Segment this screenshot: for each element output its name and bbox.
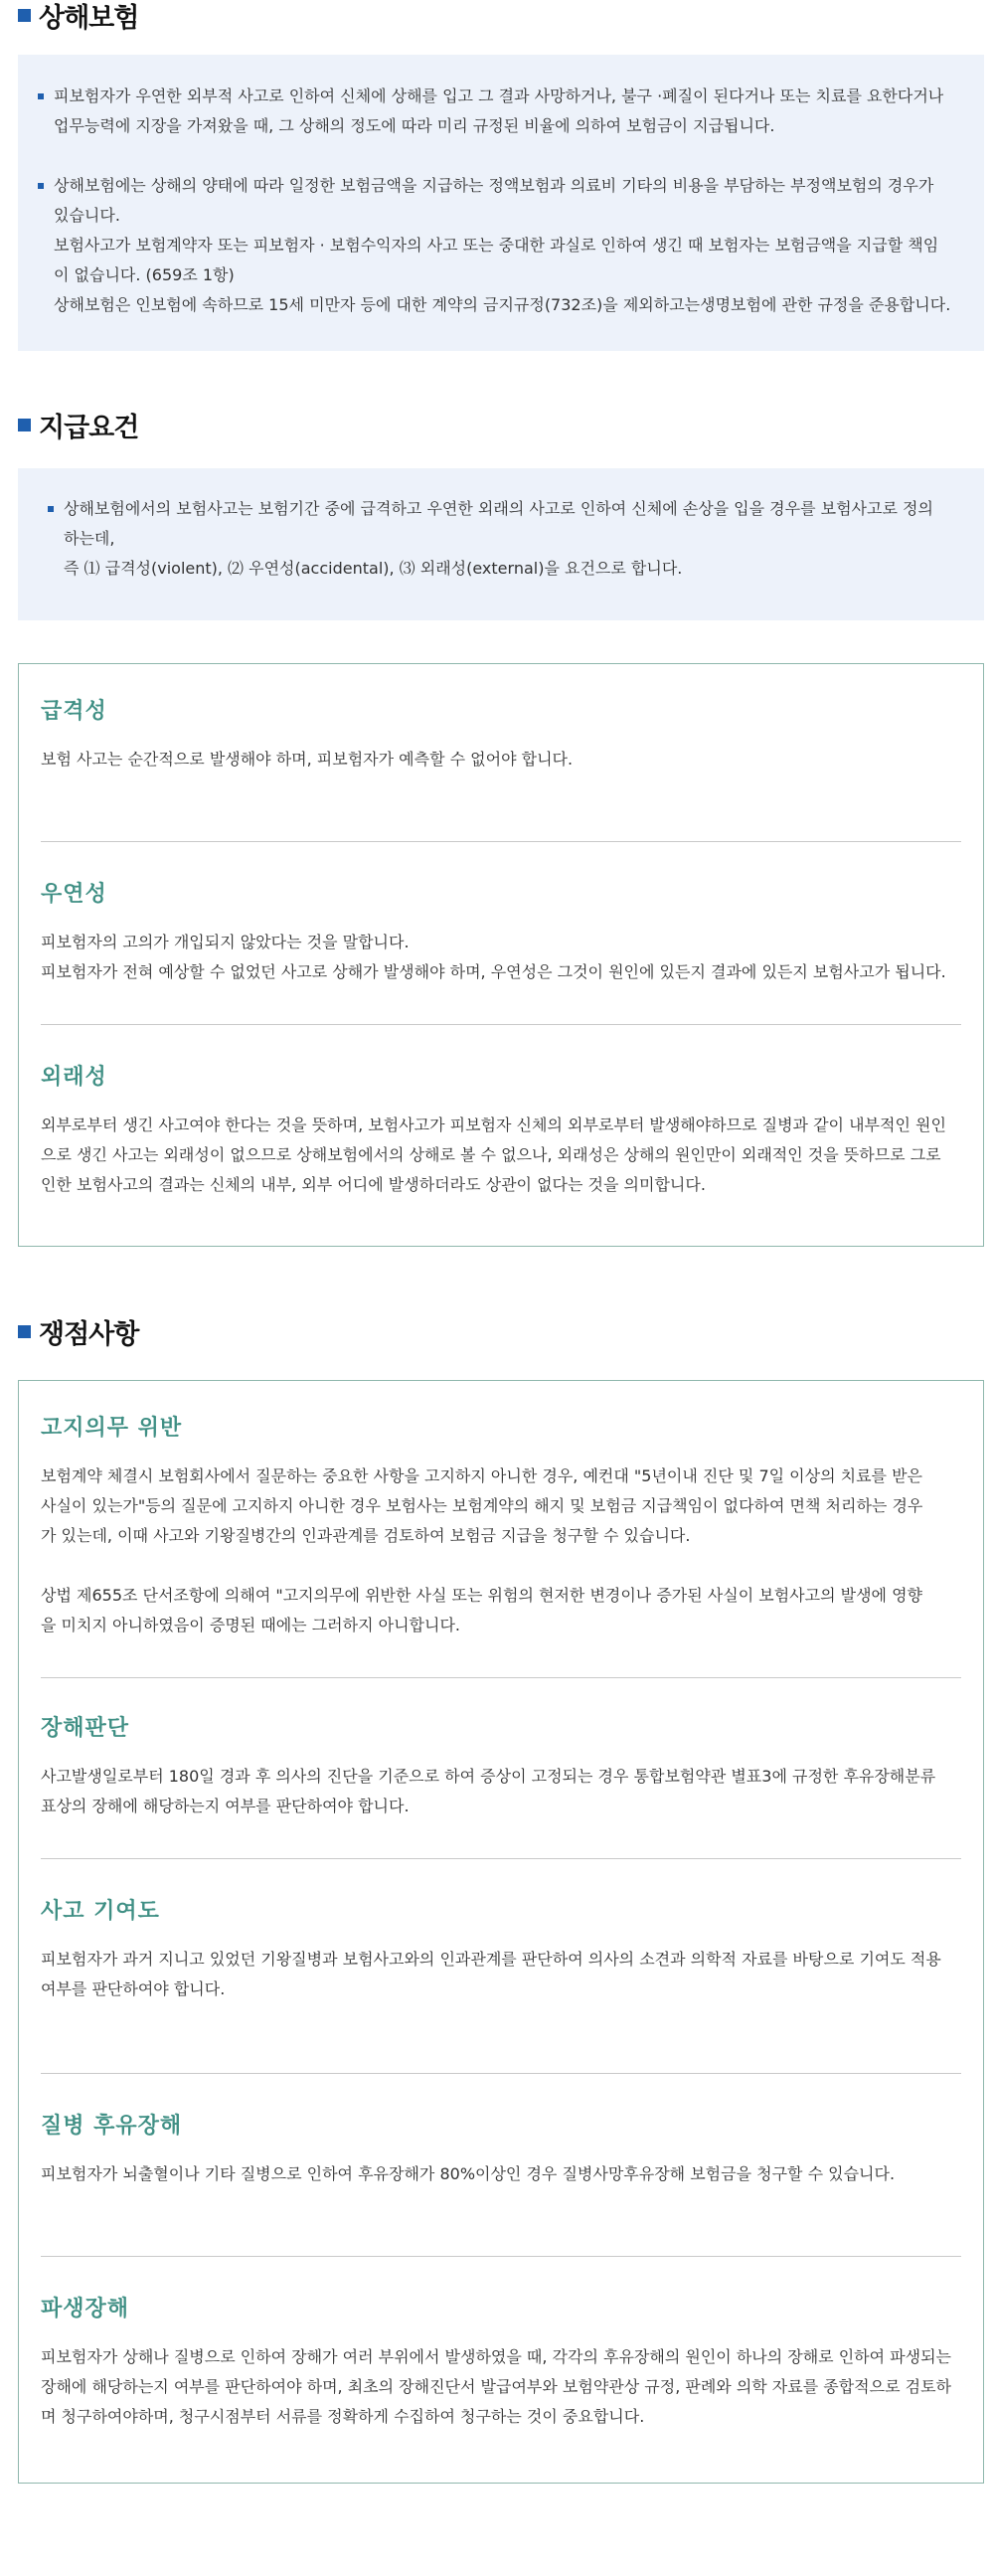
section-title-issues bbox=[18, 1312, 138, 1351]
item-text: 가 있는데, 이때 사고와 기왕질병간의 인과관계를 검토하여 보험금 지급을 청구할 수 있습니다. bbox=[41, 1526, 691, 1545]
issue-item-contribution bbox=[41, 1894, 961, 2004]
item-text: 보험계약 체결시 보험회사에서 질문하는 중요한 사항을 고지하지 아니한 경우, 예컨대 "5년이내 진단 및 7일 이상의 치료를 받은 bbox=[41, 1466, 922, 1485]
section-title-text: 쟁점사항 bbox=[39, 1319, 139, 1350]
issue-item-disclosure-violation bbox=[41, 1411, 961, 1640]
item-title: 파생장해 bbox=[41, 2297, 130, 2321]
bullet-line: 하는데, bbox=[64, 529, 115, 548]
requirements-info-box bbox=[18, 468, 984, 620]
bullet-line: 즉 ⑴ 급격성(violent), ⑵ 우연성(accidental), ⑶ 외래성(external)을 요건으로 합니다. bbox=[64, 559, 683, 578]
square-bullet-icon bbox=[18, 9, 31, 22]
divider bbox=[41, 841, 961, 842]
item-text: 을 미치지 아니하였음이 증명된 때에는 그러하지 아니합니다. bbox=[41, 1616, 461, 1634]
divider bbox=[41, 2256, 961, 2257]
item-text: 피보험자가 뇌출혈이나 기타 질병으로 인하여 후유장해가 80%이상인 경우 질병사망후유장해 보험금을 청구할 수 있습니다. bbox=[41, 2164, 896, 2183]
item-title: 우연성 bbox=[41, 882, 107, 907]
requirements-bullet bbox=[48, 494, 962, 584]
section-title-text: 지급요건 bbox=[39, 413, 139, 443]
bullet-line: 보험사고가 보험계약자 또는 피보험자 · 보험수익자의 사고 또는 중대한 과실로 인하여 생긴 때 보험자는 보험금액을 지급할 책임 bbox=[54, 236, 939, 255]
bullet-line: 상해보험에서의 보험사고는 보험기간 중에 급격하고 우연한 외래의 사고로 인하여 신체에 손상을 입을 경우를 보험사고로 정의 bbox=[64, 499, 933, 518]
item-text: 피보험자의 고의가 개입되지 않았다는 것을 말합니다. bbox=[41, 933, 410, 951]
injury-info-box bbox=[18, 55, 984, 351]
injury-bullet-1 bbox=[38, 82, 962, 141]
section-title-injury-insurance bbox=[18, 0, 138, 35]
item-title: 사고 기여도 bbox=[41, 1899, 160, 1924]
item-text: 표상의 장해에 해당하는지 여부를 판단하여야 합니다. bbox=[41, 1797, 410, 1815]
square-bullet-icon bbox=[18, 419, 31, 431]
item-text: 며 청구하여야하며, 청구시점부터 서류를 정확하게 수집하여 청구하는 것이 중요합니다. bbox=[41, 2407, 645, 2426]
requirement-item-suddenness bbox=[41, 694, 961, 774]
item-text: 인한 보험사고의 결과는 신체의 내부, 외부 어디에 발생하더라도 상관이 없다는 것을 의미합니다. bbox=[41, 1175, 706, 1194]
divider bbox=[41, 1677, 961, 1678]
issues-card bbox=[18, 1380, 984, 2484]
issue-item-derived-disability bbox=[41, 2292, 961, 2432]
item-text: 여부를 판단하여야 합니다. bbox=[41, 1979, 226, 1998]
divider bbox=[41, 1858, 961, 1859]
item-text: 상법 제655조 단서조항에 의해여 "고지의무에 위반한 사실 또는 위험의 현저한 변경이나 증가된 사실이 보험사고의 발생에 영향 bbox=[41, 1586, 922, 1605]
divider bbox=[41, 1024, 961, 1025]
item-title: 외래성 bbox=[41, 1065, 107, 1090]
issue-item-disability-judgement bbox=[41, 1711, 961, 1821]
requirement-item-external bbox=[41, 1060, 961, 1200]
item-text: 장해에 해당하는지 여부를 판단하여야 하며, 최초의 장해진단서 발급여부와 보험약관상 규정, 판례와 의학 자료를 종합적으로 검토하 bbox=[41, 2377, 952, 2396]
issue-item-disease-disability bbox=[41, 2109, 961, 2189]
item-text: 피보험자가 전혀 예상할 수 없었던 사고로 상해가 발생해야 하며, 우연성은 그것이 원인에 있든지 결과에 있든지 보험사고가 됩니다. bbox=[41, 962, 946, 981]
requirements-card bbox=[18, 663, 984, 1247]
section-title-payment-requirements bbox=[18, 406, 138, 444]
divider bbox=[41, 2073, 961, 2074]
square-bullet-icon bbox=[18, 1325, 31, 1338]
bullet-line: 이 없습니다. (659조 1항) bbox=[54, 265, 235, 284]
bullet-line: 있습니다. bbox=[54, 206, 120, 225]
item-text: 보험 사고는 순간적으로 발생해야 하며, 피보험자가 예측할 수 없어야 합니다. bbox=[41, 750, 574, 769]
item-text: 으로 생긴 사고는 외래성이 없으므로 상해보험에서의 상해로 볼 수 없으나, 외래성은 상해의 원인만이 외래적인 것을 뜻하므로 그로 bbox=[41, 1145, 941, 1164]
section-title-text: 상해보험 bbox=[39, 3, 139, 34]
bullet-line: 업무능력에 지장을 가져왔을 때, 그 상해의 정도에 따라 미리 규정된 비율에 의하여 보험금이 지급됩니다. bbox=[54, 116, 775, 135]
item-text: 외부로부터 생긴 사고여야 한다는 것을 뜻하며, 보험사고가 피보험자 신체의 외부로부터 발생해야하므로 질병과 같이 내부적인 원인 bbox=[41, 1116, 946, 1134]
item-title: 고지의무 위반 bbox=[41, 1416, 183, 1441]
item-text: 사고발생일로부터 180일 경과 후 의사의 진단을 기준으로 하여 증상이 고정되는 경우 통합보험약관 별표3에 규정한 후유장해분류 bbox=[41, 1767, 936, 1786]
item-text: 피보험자가 상해나 질병으로 인하여 장해가 여러 부위에서 발생하였을 때, 각각의 후유장해의 원인이 하나의 장해로 인하여 파생되는 bbox=[41, 2347, 952, 2366]
bullet-line: 상해보험은 인보험에 속하므로 15세 미만자 등에 대한 계약의 금지규정(732조)을 제외하고는생명보험에 관한 규정을 준용합니다. bbox=[54, 295, 951, 314]
item-title: 장해판단 bbox=[41, 1716, 130, 1741]
item-text: 피보험자가 과거 지니고 있었던 기왕질병과 보험사고와의 인과관계를 판단하여 의사의 소견과 의학적 자료를 바탕으로 기여도 적용 bbox=[41, 1950, 941, 1969]
bullet-line: 상해보험에는 상해의 양태에 따라 일정한 보험금액을 지급하는 정액보험과 의료비 기타의 비용을 부담하는 부정액보험의 경우가 bbox=[54, 176, 934, 195]
bullet-line: 피보험자가 우연한 외부적 사고로 인하여 신체에 상해를 입고 그 결과 사망하거나, 불구 ·폐질이 된다거나 또는 치료를 요한다거나 bbox=[54, 86, 944, 105]
item-text: 사실이 있는가"등의 질문에 고지하지 아니한 경우 보험사는 보험계약의 해지 및 보험금 지급책임이 없다하여 면책 처리하는 경우 bbox=[41, 1496, 923, 1515]
item-title: 질병 후유장해 bbox=[41, 2114, 183, 2139]
injury-bullet-2 bbox=[38, 171, 962, 320]
item-title: 급격성 bbox=[41, 699, 107, 724]
requirement-item-accidental bbox=[41, 877, 961, 987]
